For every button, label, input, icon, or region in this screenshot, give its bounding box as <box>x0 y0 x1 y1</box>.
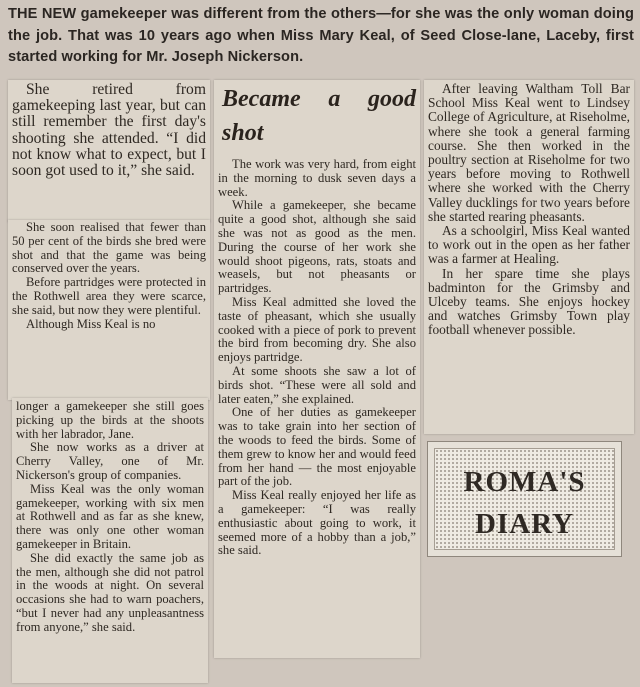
paragraph: One of her duties as gamekeeper was to take grain into her section of the woods to feed the birds. Some of them grew to know her and would feed from her hand — the most enjoyable part of the job. <box>218 405 416 489</box>
paragraph: As a schoolgirl, Miss Keal wanted to work out in the open as her father was a farmer at Healing. <box>428 223 630 267</box>
paragraph: Miss Keal admitted she loved the taste of pheasant, which she usually cooked with a piece of pork to prevent the bird from becoming dry. She also enjoys partridge. <box>218 294 416 365</box>
paragraph: Miss Keal was the only woman gamekeeper, working with six men at Rothwell and as far as she knew, there was only one other woman gamekeeper in Britain. <box>16 481 204 551</box>
article-col1-top <box>12 82 206 179</box>
article-col3 <box>428 82 630 338</box>
paragraph: After leaving Waltham Toll Bar School Miss Keal went to Lindsey College of Agriculture, at Riseholme, where she took a general farming course. She then worked in the poultry section at Riseholme for two years before moving to Rothwell where she worked with the Cherry Valley ducklings for two years before she started rearing pheasants. <box>428 81 630 224</box>
paragraph: Before partridges were protected in the Rothwell area they were scarce, she said, but now they were plentiful. <box>12 275 206 317</box>
paragraph: Although Miss Keal is no <box>26 316 156 331</box>
diary-halftone-panel <box>434 448 615 550</box>
paragraph: She now works as a driver at Cherry Valley, one of Mr. Nickerson's group of companies. <box>16 440 204 482</box>
paragraph: She did exactly the same job as the men, although she did not patrol in the woods at night. On several occasions she had to warn poachers, “but I never had any unpleasantness from anyone,” she said. <box>16 550 204 634</box>
diary-title-line2: DIARY <box>474 508 575 540</box>
article-col1-bot <box>16 400 204 635</box>
paragraph: She soon realised that fewer than 50 per cent of the birds she bred were shot and that the game was being conserved over the years. <box>12 220 206 276</box>
diary-title <box>435 461 614 545</box>
diary-title-line1: ROMA'S <box>463 466 586 498</box>
article-col1-mid <box>12 221 206 331</box>
paragraph: While a gamekeeper, she became quite a good shot, although she said she was not as good as the men. During the course of her work she would shoot pigeons, rats, stoats and weasels, but not pheasants or partridges. <box>218 198 416 296</box>
paragraph: At some shoots she saw a lot of birds shot. “These were all sold and later eaten,” she explained. <box>218 363 416 406</box>
article-col2 <box>218 82 416 558</box>
headline: THE NEW gamekeeper was different from the others—for she was the only woman doing the job. That was 10 years ago when Miss Mary Keal, of Seed Close-lane, Laceby, first started working for Mr. Joseph Nickerson. <box>8 6 634 65</box>
paragraph: Miss Keal really enjoyed her life as a gamekeeper: “I was really enthusiastic about going to work, it seemed more of a hobby than a job,” she said. <box>218 488 416 558</box>
romas-diary-box <box>427 441 622 557</box>
paragraph: longer a gamekeeper she still goes picking up the birds at the shoots with her labrador, Jane. <box>16 399 204 441</box>
paragraph: In her spare time she plays badminton for the Grimsby and Ulceby teams. She enjoys hockey and watches Grimsby Town play football whenever possible. <box>428 265 630 338</box>
paragraph: The work was very hard, from eight in the morning to dusk seven days a week. <box>218 157 416 199</box>
subheadline: Became a good shot <box>222 86 416 146</box>
paragraph: She retired from gamekeeping last year, but can still remember the first day's shooting she attended. “I did not know what to expect, but I soon got used to it,” she said. <box>12 81 206 180</box>
